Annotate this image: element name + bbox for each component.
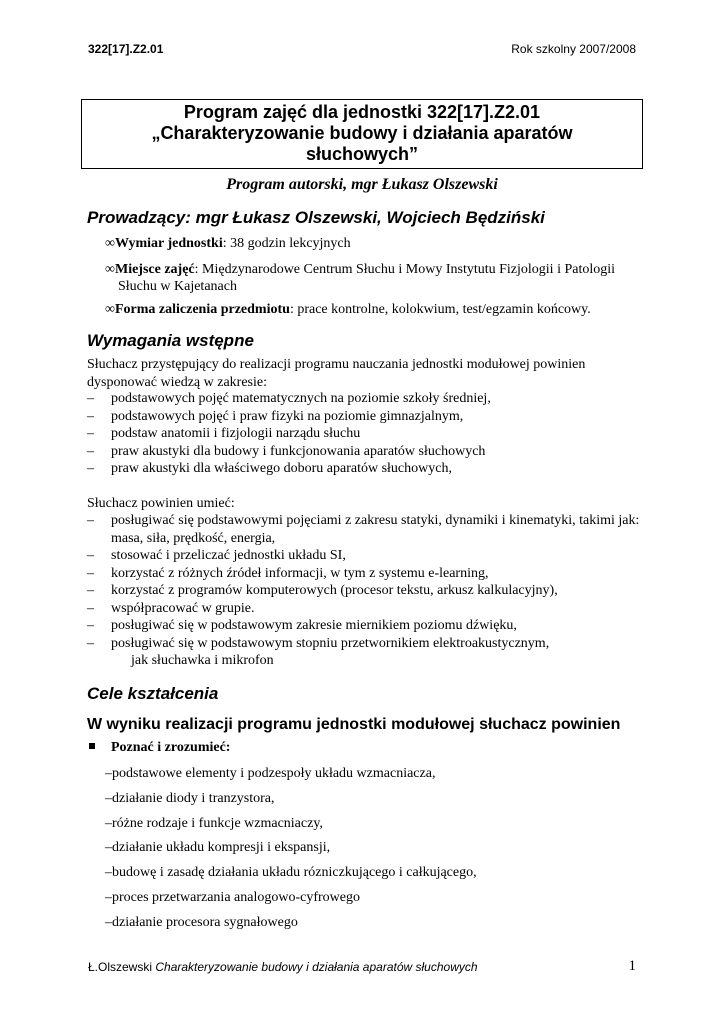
list-item: – współpracować w grupie. bbox=[87, 600, 255, 616]
title-line-3: słuchowych” bbox=[305, 144, 419, 164]
list-item: –działanie diody i tranzystora, bbox=[105, 790, 275, 806]
title-line-1: Program zajęć dla jednostki 322[17].Z2.01 bbox=[183, 102, 541, 122]
info-item-hours bbox=[105, 235, 642, 252]
list-item: – posługiwać się w podstawowym stopniu przetwornikiem elektroakustycznym, jak słuchawka i mikrofon bbox=[87, 635, 550, 668]
infinity-marker: ∞ bbox=[105, 262, 115, 277]
goals-subheading: W wyniku realizacji programu jednostki modułowej słuchacz powinien bbox=[87, 716, 621, 733]
goals-heading: Cele kształcenia bbox=[87, 684, 219, 703]
list-item: – podstaw anatomii i fizjologii narządu słuchu bbox=[87, 426, 361, 441]
list-item: – korzystać z różnych źródeł informacji, w tym z systemu e-learning, bbox=[87, 565, 489, 581]
page-number: 1 bbox=[628, 958, 636, 974]
list-item: – praw akustyki dla właściwego doboru aparatów słuchowych, bbox=[87, 461, 452, 476]
list-item: – stosować i przeliczać jednostki układu SI, bbox=[87, 548, 346, 563]
footer-text bbox=[88, 960, 478, 974]
square-bullet-icon bbox=[89, 743, 95, 749]
knowledge-list bbox=[87, 390, 642, 478]
list-item: – posługiwać się podstawowymi pojęciami z zakresu statyki, dynamiki i kinematyki, takimi jak: masa, siła, prędkość, energia, bbox=[87, 513, 640, 546]
info-label: Forma zaliczenia przedmiotu bbox=[114, 302, 290, 317]
list-item: – korzystać z programów komputerowych (procesor tekstu, arkusz kalkulacyjny), bbox=[87, 583, 558, 598]
info-label: Miejsce zajęć bbox=[114, 262, 195, 277]
goals-section-label: Poznać i zrozumieć: bbox=[89, 740, 230, 756]
footer-title: Charakteryzowanie budowy i działania aparatów słuchowych bbox=[155, 960, 478, 974]
list-item: –działanie układu kompresji i ekspansji, bbox=[105, 840, 331, 856]
list-item: – podstawowych pojęć i praw fizyki na poziomie gimnazjalnym, bbox=[87, 408, 464, 424]
title-line-2: „Charakteryzowanie budowy i działania aparatów bbox=[151, 123, 573, 143]
infinity-marker: ∞ bbox=[105, 302, 115, 317]
list-item: –proces przetwarzania analogowo-cyfrowego bbox=[105, 889, 360, 905]
info-label: Wymiar jednostki bbox=[114, 236, 223, 251]
infinity-marker: ∞ bbox=[105, 236, 115, 251]
list-item: – posługiwać się w podstawowym zakresie miernikiem poziomu dźwięku, bbox=[87, 618, 517, 633]
title-box bbox=[81, 99, 643, 169]
author-line: Program autorski, mgr Łukasz Olszewski bbox=[226, 176, 498, 193]
list-item: – podstawowych pojęć matematycznych na poziomie szkoły średniej, bbox=[87, 391, 491, 406]
list-item: –podstawowe elementy i podzespoły układu wzmacniacza, bbox=[105, 766, 436, 781]
header-school-year: Rok szkolny 2007/2008 bbox=[511, 42, 636, 56]
header-code: 322[17].Z2.01 bbox=[88, 42, 164, 56]
info-value: : Międzynarodowe Centrum Słuchu i Mowy Instytutu Fizjologii i Patologii Słuchu w Kajetanach bbox=[118, 262, 616, 294]
instructors-heading: Prowadzący: mgr Łukasz Olszewski, Wojciech Będziński bbox=[87, 208, 545, 227]
requirements-intro: Słuchacz przystępujący do realizacji programu nauczania jednostki modułowej powinien dysponować wiedzą w zakresie: bbox=[87, 357, 586, 390]
info-value: : 38 godzin lekcyjnych bbox=[222, 236, 351, 251]
list-item: –działanie procesora sygnałowego bbox=[105, 914, 298, 930]
info-value: : prace kontrolne, kolokwium, test/egzamin końcowy. bbox=[289, 302, 591, 317]
info-item-location bbox=[105, 261, 642, 295]
goals-list bbox=[105, 765, 477, 939]
skills-list bbox=[87, 512, 642, 670]
list-item: – praw akustyki dla budowy i funkcjonowania aparatów słuchowych bbox=[87, 443, 486, 459]
skills-intro: Słuchacz powinien umieć: bbox=[87, 496, 235, 511]
list-item: –budowę i zasadę działania układu rózniczkującego i całkującego, bbox=[105, 865, 477, 881]
info-item-assessment bbox=[105, 301, 642, 318]
list-item: –różne rodzaje i funkcje wzmacniaczy, bbox=[105, 815, 323, 831]
requirements-heading: Wymagania wstępne bbox=[87, 331, 254, 350]
footer-author: Ł.Olszewski bbox=[88, 960, 156, 974]
